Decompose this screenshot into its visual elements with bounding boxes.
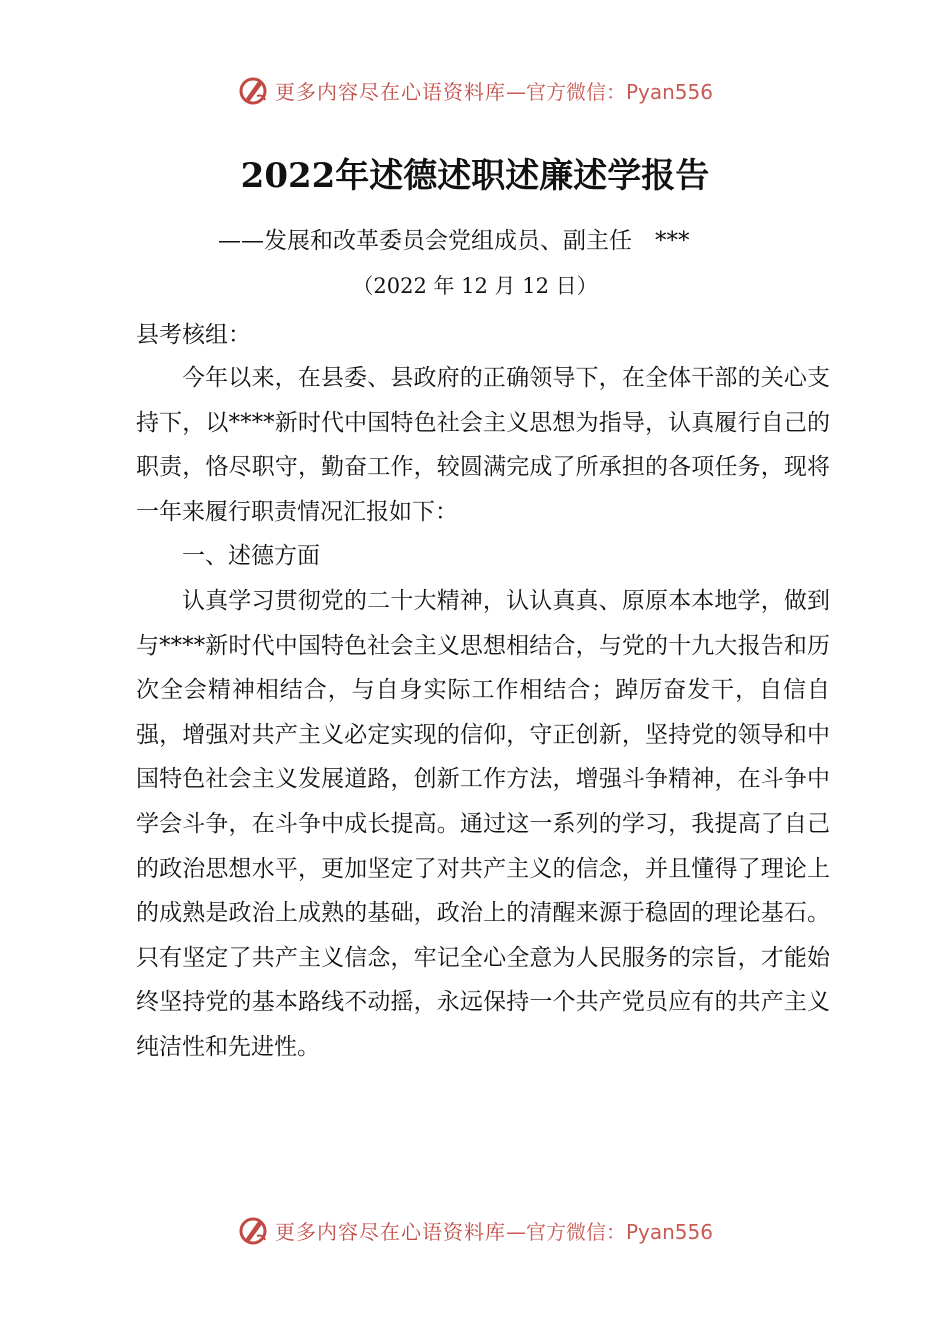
watermark-text: 更多内容尽在心语资料库 (274, 1219, 506, 1244)
document-body (136, 356, 830, 1070)
document-title: 2022年述德述职述廉述学报告 (240, 156, 710, 196)
pen-circle-logo-icon (237, 74, 269, 106)
document-subtitle: ——发展和改革委员会党组成员、副主任 *** (218, 228, 690, 254)
watermark-text: 更多内容尽在心语资料库 (274, 79, 506, 104)
document-date: （2022 年 12 月 12 日） (352, 274, 598, 298)
section-heading: 一、述德方面 (182, 543, 320, 570)
salutation: 县考核组： (136, 322, 251, 348)
paragraph-ethics: 认真学习贯彻党的二十大精神，认认真真、原原本本地学，做到与****新时代中国特色社会主义思想相结合，与党的十九大报告和历次全会精神相结合，与自身实际工作相结合；踔厉奋发干，自信自强，增强对共产主义必定实现的信仰，守正创新，坚持党的领导和中国特色社会主义发展道路，创新工作方法，增强斗争精神，在斗争中学会斗争，在斗争中成长提高。通过这一系列的学习，我提高了自己的政治思想水平，更加坚定了对共产主义的信念，并且懂得了理论上的成熟是政治上成熟的基础，政治上的清醒来源于稳固的理论基石。只有坚定了共产主义信念，牢记全心全意为人民服务的宗旨，才能始终坚持党的基本路线不动摇，永远保持一个共产党员应有的共产主义纯洁性和先进性。 (136, 587, 830, 1060)
watermark-contact: —官方微信：Pyan556 (505, 79, 713, 104)
pen-circle-logo-icon (237, 1214, 269, 1246)
watermark-header (0, 74, 950, 106)
watermark-footer (0, 1214, 950, 1246)
watermark-contact: —官方微信：Pyan556 (505, 1219, 713, 1244)
paragraph-intro: 今年以来，在县委、县政府的正确领导下，在全体干部的关心支持下，以****新时代中国特色社会主义思想为指导，认真履行自己的职责，恪尽职守，勤奋工作，较圆满完成了所承担的各项任务，现将一年来履行职责情况汇报如下： (136, 365, 830, 525)
